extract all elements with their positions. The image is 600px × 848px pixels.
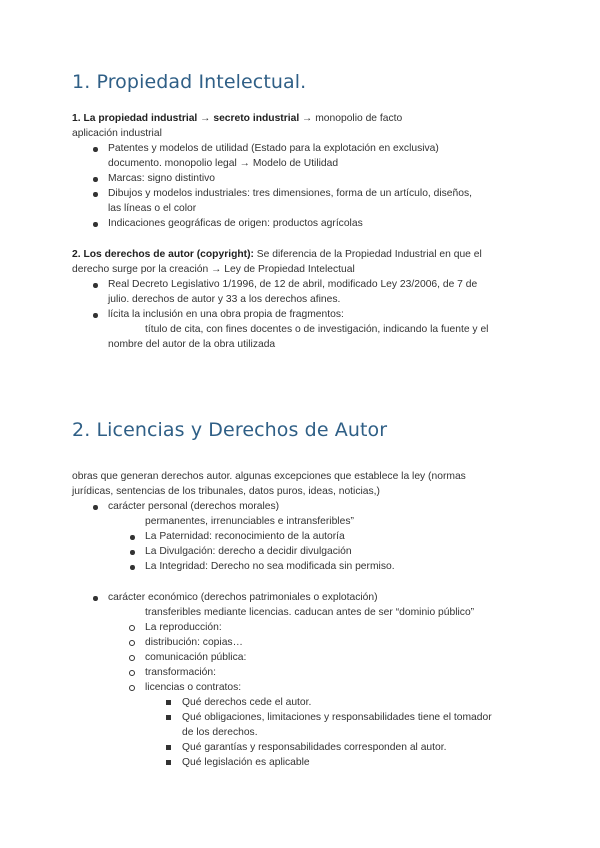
- bullet-circle-icon: [129, 625, 135, 631]
- bullet-disc-icon: [93, 192, 98, 197]
- arrow: →: [197, 113, 214, 124]
- section2-intro: obras que generan derechos autor. algunas excepciones que establece la ley (normas: [72, 471, 466, 482]
- list-item: Marcas: signo distintivo: [108, 173, 216, 184]
- license-subitem: Qué legislación es aplicable: [182, 757, 310, 768]
- economic-item: La reproducción:: [145, 622, 222, 633]
- list-item-continuation: julio. derechos de autor y 33 a los derechos afines.: [108, 294, 341, 305]
- economic-item: comunicación pública:: [145, 652, 247, 663]
- license-subitem: Qué derechos cede el autor.: [182, 697, 312, 708]
- copyright-line: [72, 247, 482, 262]
- bullet-disc-icon: [93, 283, 98, 288]
- bullet-disc-icon: [130, 550, 135, 555]
- bullet-disc-icon: [93, 177, 98, 182]
- copyright-rest: Se diferencia de la Propiedad Industrial en que el: [253, 249, 482, 260]
- bullet-square-icon: [166, 745, 171, 750]
- bullet-square-icon: [166, 700, 171, 705]
- industrial-property-label: 1. La propiedad industrial: [72, 113, 198, 124]
- list-item-continuation: documento. monopolio legal → Modelo de Utilidad: [108, 158, 339, 169]
- bullet-disc-icon: [130, 565, 135, 570]
- bullet-circle-icon: [129, 685, 135, 691]
- economic-item: distribución: copias…: [145, 637, 243, 648]
- section1-title: 1. Propiedad Intelectual.: [72, 71, 307, 93]
- economic-rights-label: carácter económico (derechos patrimoniales o explotación): [108, 592, 378, 603]
- bullet-square-icon: [166, 715, 171, 720]
- list-item-continuation: título de cita, con fines docentes o de investigación, indicando la fuente y el: [145, 324, 489, 335]
- economic-item: licencias o contratos:: [145, 682, 242, 693]
- list-item-continuation: nombre del autor de la obra utilizada: [108, 339, 276, 350]
- bullet-disc-icon: [93, 505, 98, 510]
- industrial-application-line: aplicación industrial: [72, 128, 162, 139]
- moral-item: La Integridad: Derecho no sea modificada sin permiso.: [145, 561, 395, 572]
- bullet-disc-icon: [93, 313, 98, 318]
- section2-intro-2: jurídicas, sentencias de los tribunales, datos puros, ideas, noticias,): [72, 486, 380, 497]
- list-item: Dibujos y modelos industriales: tres dimensiones, forma de un artículo, diseños,: [108, 188, 473, 199]
- economic-item: transformación:: [145, 667, 216, 678]
- moral-item: La Divulgación: derecho a decidir divulgación: [145, 546, 352, 557]
- bullet-circle-icon: [129, 655, 135, 661]
- industrial-secret-label: secreto industrial: [213, 113, 300, 124]
- bullet-circle-icon: [129, 670, 135, 676]
- copyright-line-2: derecho surge por la creación → Ley de Propiedad Intelectual: [72, 264, 355, 275]
- list-item: lícita la inclusión en una obra propia de fragmentos:: [108, 309, 344, 320]
- industrial-property-rest: → monopolio de facto: [299, 113, 403, 124]
- license-subitem: Qué obligaciones, limitaciones y responsabilidades tiene el tomador: [182, 712, 492, 723]
- list-item-continuation: las líneas o el color: [108, 203, 197, 214]
- moral-rights-sub: permanentes, irrenunciables e intransferibles”: [145, 516, 354, 527]
- license-subitem: Qué garantías y responsabilidades corresponden al autor.: [182, 742, 447, 753]
- list-item: Real Decreto Legislativo 1/1996, de 12 de abril, modificado Ley 23/2006, de 7 de: [108, 279, 478, 290]
- bullet-disc-icon: [93, 222, 98, 227]
- economic-rights-sub: transferibles mediante licencias. caducan antes de ser “dominio público”: [145, 607, 475, 618]
- bullet-circle-icon: [129, 640, 135, 646]
- moral-item: La Paternidad: reconocimiento de la autoría: [145, 531, 345, 542]
- list-item: Patentes y modelos de utilidad (Estado para la explotación en exclusiva): [108, 143, 439, 154]
- copyright-label: 2. Los derechos de autor (copyright):: [72, 249, 254, 260]
- bullet-disc-icon: [130, 535, 135, 540]
- list-item: Indicaciones geográficas de origen: productos agrícolas: [108, 218, 363, 229]
- industrial-property-line: [72, 111, 402, 126]
- license-subitem-continuation: de los derechos.: [182, 727, 258, 738]
- moral-rights-label: carácter personal (derechos morales): [108, 501, 280, 512]
- section2-title: 2. Licencias y Derechos de Autor: [72, 419, 388, 441]
- bullet-disc-icon: [93, 147, 98, 152]
- bullet-square-icon: [166, 760, 171, 765]
- bullet-disc-icon: [93, 596, 98, 601]
